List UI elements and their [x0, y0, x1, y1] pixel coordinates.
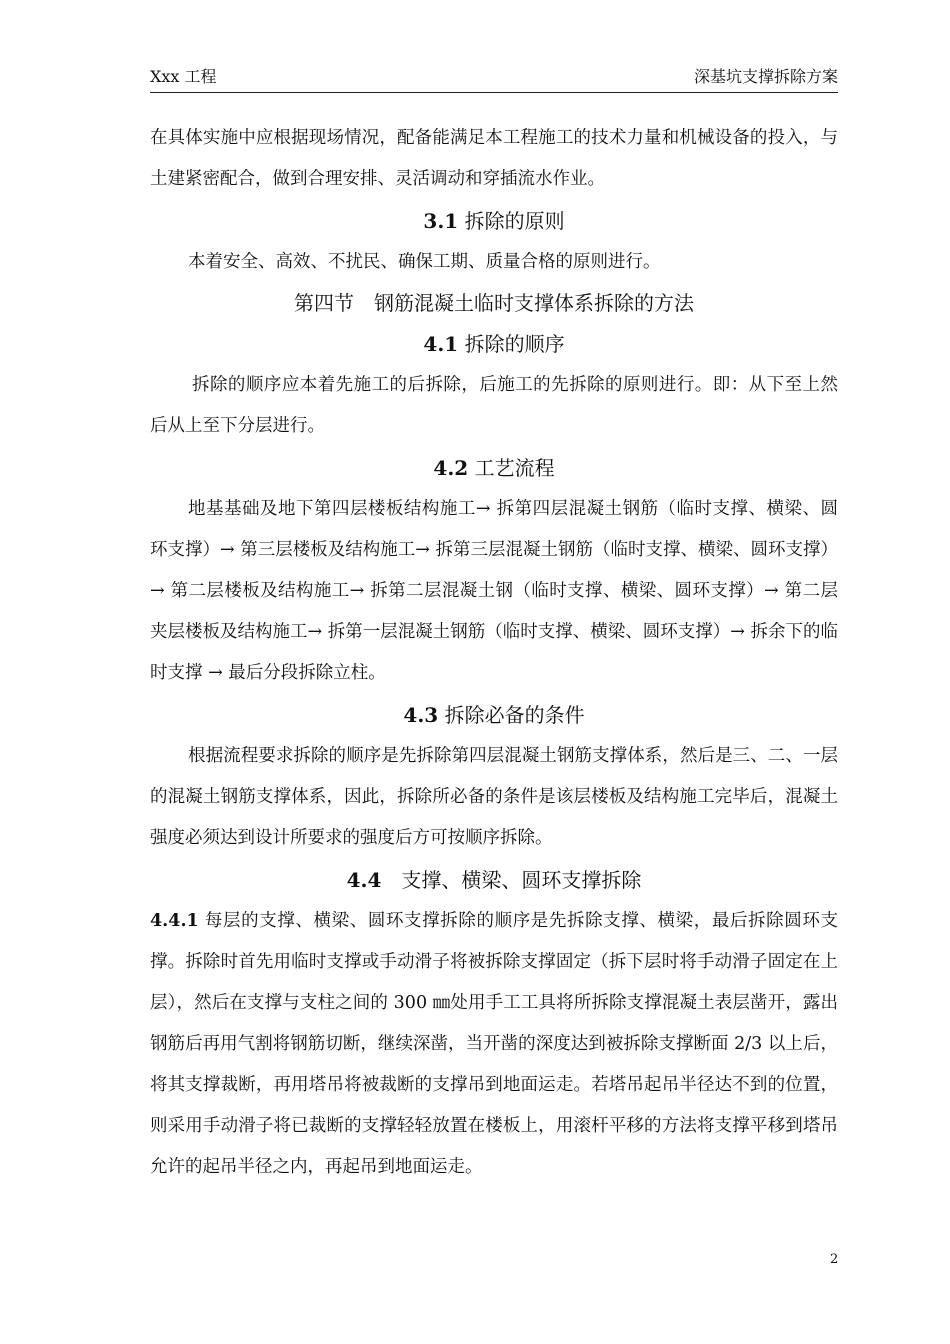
section-4-2-heading [150, 447, 838, 489]
paragraph-4-4-1 [150, 901, 838, 1188]
chapter-4-heading: 第四节 钢筋混凝土临时支撑体系拆除的方法 [294, 291, 694, 315]
header-document-title: 深基坑支撑拆除方案 [693, 67, 838, 86]
page-number: 2 [830, 1252, 839, 1267]
section-title: 拆除的原则 [464, 209, 565, 233]
subsection-number: 4.4.1 [150, 911, 199, 931]
section-number: 4.1 [423, 332, 459, 356]
section-4-3-heading [150, 694, 838, 736]
section-number: 3.1 [423, 209, 459, 233]
section-3-1-heading [150, 200, 838, 242]
section-title: 拆除必备的条件 [444, 703, 585, 727]
document-body [150, 118, 838, 1188]
paragraph-4-2: 地基基础及地下第四层楼板结构施工→ 拆第四层混凝土钢筋（临时支撑、横梁、圆环支撑）→ 第三层楼板及结构施工→ 拆第三层混凝土钢筋（临时支撑、横梁、圆环支撑）→ 第二层楼板及结构施工→ 拆第二层混凝土钢（临时支撑、横梁、圆环支撑）→ 第二层夹层楼板及结构施工→ 拆第一层混凝土钢筋（临时支撑、横梁、圆环支撑）→ 拆余下的临时支撑 → 最后分段拆除立柱。 [150, 499, 838, 683]
paragraph-intro: 在具体实施中应根据现场情况，配备能满足本工程施工的技术力量和机械设备的投入，与土建紧密配合，做到合理安排、灵活调动和穿插流水作业。 [150, 128, 838, 189]
section-number: 4.3 [403, 703, 439, 727]
paragraph-text: 每层的支撑、横梁、圆环支撑拆除的顺序是先拆除支撑、横梁，最后拆除圆环支撑。拆除时首先用临时支撑或手动滑子将被拆除支撑固定（拆下层时将手动滑子固定在上层），然后在支撑与支柱之间的 300 ㎜处用手工工具将所拆除支撑混凝土表层凿开，露出钢筋后再用气割将钢筋切断，继续深凿，当开凿的深度达到被拆除支撑断面 2/3 以上后，将其支撑裁断，再用塔吊将被裁断的支撑吊到地面运走。若塔吊起吊半径达不到的位置，则采用手动滑子将已裁断的支撑轻轻放置在楼板上，用滚杆平移的方法将支撑平移到塔吊允许的起吊半径之内，再起吊到地面运走。 [150, 911, 838, 1177]
header-project-name: Xxx 工程 [150, 67, 217, 86]
section-4-1-heading [150, 323, 838, 365]
paragraph-4-3: 根据流程要求拆除的顺序是先拆除第四层混凝土钢筋支撑体系，然后是三、二、一层的混凝土钢筋支撑体系，因此，拆除所必备的条件是该层楼板及结构施工完毕后，混凝土强度必须达到设计所要求的强度后方可按顺序拆除。 [150, 746, 838, 848]
section-number: 4.2 [433, 456, 469, 480]
section-4-4-heading [150, 859, 838, 901]
section-title: 支撑、横梁、圆环支撑拆除 [401, 868, 642, 892]
page-header [150, 66, 838, 93]
section-number: 4.4 [346, 868, 382, 892]
paragraph-3-1: 本着安全、高效、不扰民、确保工期、质量合格的原则进行。 [188, 252, 661, 272]
section-title: 工艺流程 [474, 456, 555, 480]
paragraph-4-1: 拆除的顺序应本着先施工的后拆除，后施工的先拆除的原则进行。即：从下至上然后从上至下分层进行。 [150, 375, 838, 436]
section-title: 拆除的顺序 [464, 332, 565, 356]
